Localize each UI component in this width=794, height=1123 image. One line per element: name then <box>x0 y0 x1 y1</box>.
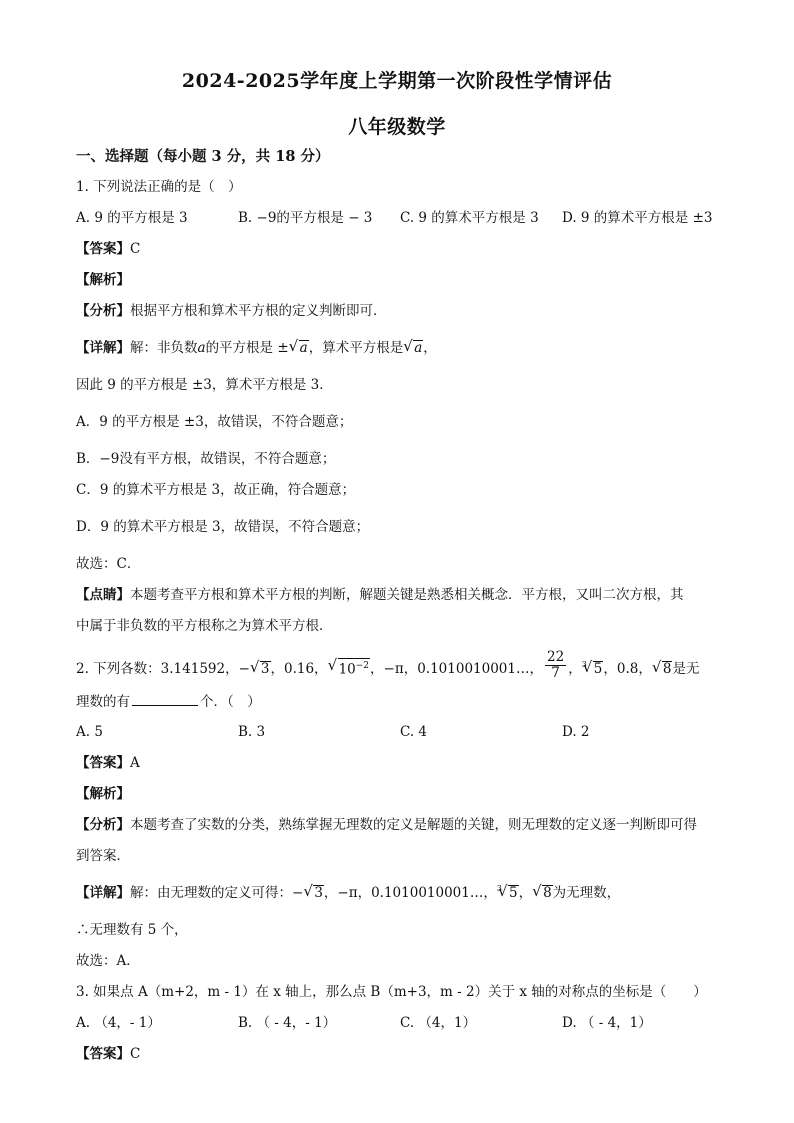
q1-option-a: A. 9 的平方根是 3 <box>76 210 188 226</box>
q1-option-d: D. 9 的算术平方根是 ±3 <box>562 210 713 226</box>
q3-stem: 3. 如果点 A（m+2，m - 1）在 x 轴上，那么点 B（m+3，m - 2）关于 x 轴的对称点的坐标是（ ） <box>76 984 707 1000</box>
cbrt-5-b: √ 5 <box>500 884 519 902</box>
section-heading: 一、选择题（每小题 3 分，共 18 分） <box>76 148 330 165</box>
q2-xiangjie: 【详解】解：由无理数的定义可得：−√ 3，−π，0.1010010001…，$^3$√ 5，√ 8为无理数， <box>76 884 726 904</box>
document-subtitle: 八年级数学 <box>348 116 446 138</box>
q2-option-b: B. 3 <box>238 724 266 740</box>
q2-stem: 2. 下列各数：3.141592，−√ 3，0.16，√ $10^{-2}$，−π，0.1010010001…， $\frac{22}{7}$ ，$^3$√ 5，0.8，√ 8是无 <box>76 654 726 685</box>
cbrt-5: √ 5 <box>585 660 604 678</box>
q2-analysis-heading: 【解析】 <box>76 786 130 802</box>
q2-option-a: A. 5 <box>76 724 103 740</box>
q1-dianjing: 【点睛】本题考查平方根和算术平方根的判断，解题关键是熟悉相关概念．平方根，又叫二次方根，其 <box>76 587 684 603</box>
sqrt-8: √ 8 <box>654 660 673 678</box>
q3-answer: 【答案】C <box>76 1046 141 1062</box>
q1-xiangjie: 【详解】解：非负数a的平方根是 ±√ a，算术平方根是√ a， <box>76 339 726 357</box>
q2-option-d: D. 2 <box>562 724 590 740</box>
q1-explain-c: C．9 的算术平方根是 3，故正确，符合题意； <box>76 482 356 498</box>
q1-explain-d: D．9 的算术平方根是 3，故错误，不符合题意； <box>76 519 370 535</box>
q2-option-c: C. 4 <box>400 724 428 740</box>
q1-option-c: C. 9 的算术平方根是 3 <box>400 210 539 226</box>
q1-choose: 故选：C． <box>76 556 141 572</box>
q1-dianjing-cont: 中属于非负数的平方根称之为算术平方根． <box>76 618 333 634</box>
sqrt-a-2: √ a <box>405 339 423 357</box>
fraction: $\frac{22}{7}$ <box>547 649 565 681</box>
q2-answer: 【答案】A <box>76 755 140 771</box>
q3-option-d: D. （ - 4，1） <box>562 1015 652 1031</box>
sqrt-3: √ 3 <box>252 660 271 678</box>
q1-option-b: B. −9的平方根是 − 3 <box>238 210 373 226</box>
q3-option-b: B. （ - 4，- 1） <box>238 1015 337 1031</box>
sqrt-a: √ a <box>291 339 309 357</box>
q1-explain-a: A．9 的平方根是 ±3，故错误，不符合题意； <box>76 414 353 430</box>
q1-stem: 1. 下列说法正确的是（ ） <box>76 179 242 195</box>
answer-blank <box>132 693 198 706</box>
q3-option-c: C. （4，1） <box>400 1015 477 1031</box>
sqrt-10: √ $10^{-2}$ <box>330 658 370 679</box>
q1-analysis-heading: 【解析】 <box>76 272 130 288</box>
q2-count: ∴无理数有 5 个， <box>76 922 188 938</box>
q1-answer: 【答案】C <box>76 241 141 257</box>
document-title: 2024-2025学年度上学期第一次阶段性学情评估 <box>181 70 613 92</box>
q2-fenxi-cont: 到答案． <box>76 848 130 864</box>
q2-stem-cont: 理数的有 个．（ ） <box>76 694 261 710</box>
q1-therefore: 因此 9 的平方根是 ±3，算术平方根是 3． <box>76 377 333 393</box>
sqrt-8-b: √ 8 <box>534 884 553 902</box>
q1-explain-b: B．−9没有平方根，故错误，不符合题意； <box>76 451 336 467</box>
sqrt-3-b: √ 3 <box>305 884 324 902</box>
q2-choose: 故选：A． <box>76 953 140 969</box>
q2-fenxi: 【分析】本题考查了实数的分类，熟练掌握无理数的定义是解题的关键，则无理数的定义逐一判断即可得 <box>76 817 697 833</box>
q1-fenxi: 【分析】根据平方根和算术平方根的定义判断即可． <box>76 303 387 319</box>
q3-option-a: A. （4，- 1） <box>76 1015 161 1031</box>
